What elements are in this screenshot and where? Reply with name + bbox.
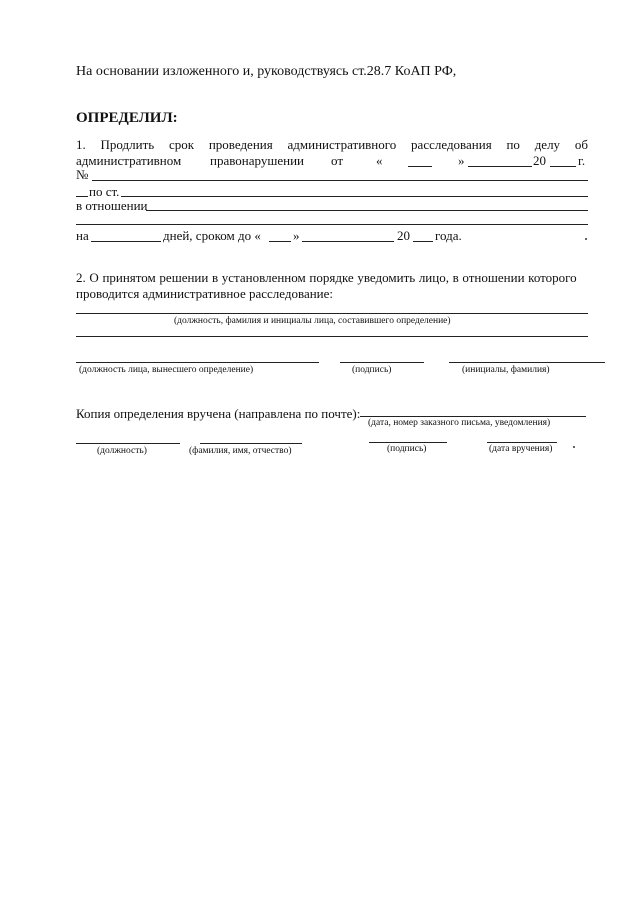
issuer-position-line [76,362,319,363]
item1-word: срок [168,137,195,152]
article-label: по ст. [89,184,120,199]
recipient-delivery-date-caption: (дата вручения) [489,444,553,454]
day-blank-line [408,166,432,167]
copy-date-number-line [360,416,586,417]
issuer-signature-caption: (подпись) [352,365,392,375]
composer-caption: (должность, фамилия и инициалы лица, составившего определение) [174,316,451,326]
until-year-suffix: года. [435,228,462,243]
article-line [121,196,588,197]
item1-word: проведения [208,137,273,152]
for-label: на [76,228,89,243]
item1-word: делу [534,137,561,152]
regarding-line-2 [76,224,588,225]
recipient-fullname-line [200,443,302,444]
article-prefix-blank [76,196,88,197]
item1-word: административного [287,137,397,152]
item2-line2: проводится административное расследование: [76,286,334,301]
item1-word-from: от [331,153,344,168]
item1-word: расследования [411,137,492,152]
recipient-position-line [76,443,180,444]
scan-speck [573,446,575,448]
recipient-date-line [487,442,557,443]
item1-line1 [76,138,588,151]
days-label: дней, сроком до « [163,228,261,243]
recipient-fullname-caption: (фамилия, имя, отчество) [189,446,292,456]
item1-year-suffix: г. [578,153,586,168]
item1-close-quote: » [458,153,465,168]
until-day-blank-line [269,241,291,242]
case-number-line [92,180,588,181]
item1-word-administrative: административном [76,153,182,168]
regarding-label: в отношении [76,198,148,213]
issuer-initials-caption: (инициалы, фамилия) [462,365,550,375]
item1-open-quote: « [376,153,383,168]
issuer-position-caption: (должность лица, вынесшего определение) [79,365,254,375]
item1-year-prefix: 20 [533,153,546,168]
until-year-prefix: 20 [397,228,410,243]
copy-delivered-label: Копия определения вручена (направлена по почте): [76,406,361,421]
item1-word: об [574,137,588,152]
issuer-initials-line [449,362,605,363]
composer-line-2 [76,336,588,337]
until-month-blank-line [302,241,394,242]
decision-heading: ОПРЕДЕЛИЛ: [76,110,178,126]
scan-speck [585,238,587,240]
item2-line1: 2. О принятом решении в установленном порядке уведомить лицо, в отношении которого [76,270,577,285]
until-close-quote: » [293,228,300,243]
item1-word-offense: правонарушении [210,153,304,168]
days-blank-line [91,241,161,242]
intro-text: На основании изложенного и, руководствуясь ст.28.7 КоАП РФ, [76,64,457,79]
regarding-line [146,210,588,211]
composer-line [76,313,588,314]
number-sign: № [76,167,89,182]
copy-date-number-caption: (дата, номер заказного письма, уведомления) [368,418,551,428]
until-year-blank-line [413,241,433,242]
item1-word: 1. [76,137,86,152]
issuer-signature-line [340,362,424,363]
item1-word: Продлить [100,137,155,152]
year-blank-line [550,166,576,167]
recipient-signature-caption: (подпись) [387,444,427,454]
recipient-signature-line [369,442,447,443]
month-blank-line [468,166,532,167]
recipient-position-caption: (должность) [97,446,147,456]
item1-word: по [506,137,520,152]
